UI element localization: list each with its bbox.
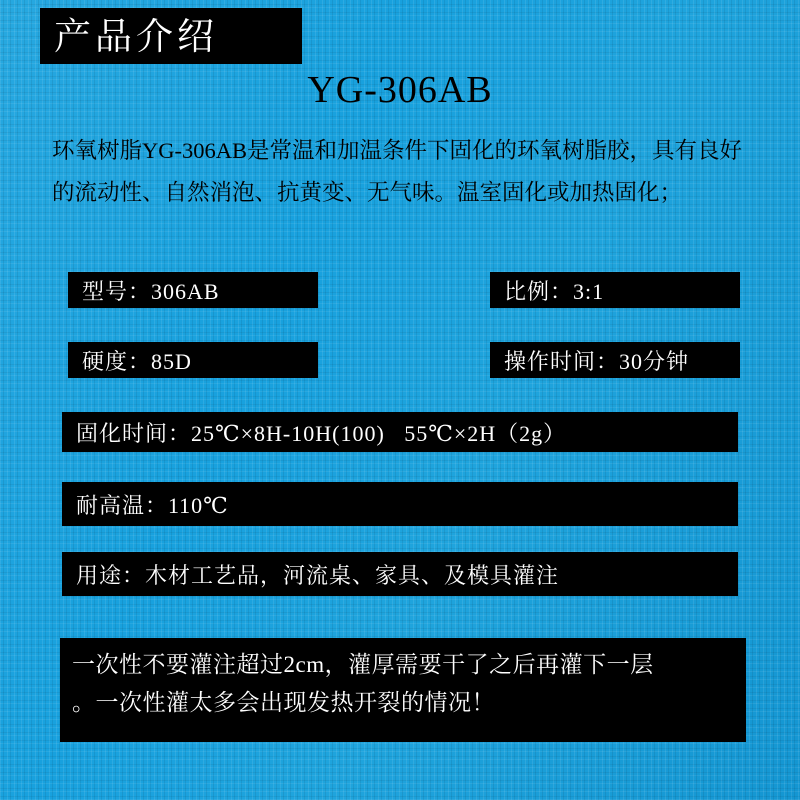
usage-warning-line-2: 。一次性灌太多会出现发热开裂的情况！ xyxy=(72,690,495,715)
usage-warning xyxy=(60,638,746,742)
spec-model: 型号：306AB xyxy=(68,272,318,308)
product-description: 环氧树脂YG-306AB是常温和加温条件下固化的环氧树脂胶，具有良好的流动性、自然消泡、抗黄变、无气味。温室固化或加热固化； xyxy=(52,138,742,205)
spec-work-time: 操作时间：30分钟 xyxy=(490,342,740,378)
product-code: YG-306AB xyxy=(307,69,493,111)
spec-ratio: 比例：3:1 xyxy=(490,272,740,308)
spec-heat-resistance: 耐高温：110℃ xyxy=(62,482,738,526)
header-banner xyxy=(40,8,302,64)
usage-warning-line-1: 一次性不要灌注超过2cm，灌厚需要干了之后再灌下一层 xyxy=(72,652,654,677)
spec-usage: 用途：木材工艺品，河流桌、家具、及模具灌注 xyxy=(62,552,738,596)
page-title: 产品介绍 xyxy=(54,14,218,58)
spec-hardness: 硬度：85D xyxy=(68,342,318,378)
spec-cure-time: 固化时间：25℃×8H-10H(100) 55℃×2H（2g） xyxy=(62,412,738,452)
